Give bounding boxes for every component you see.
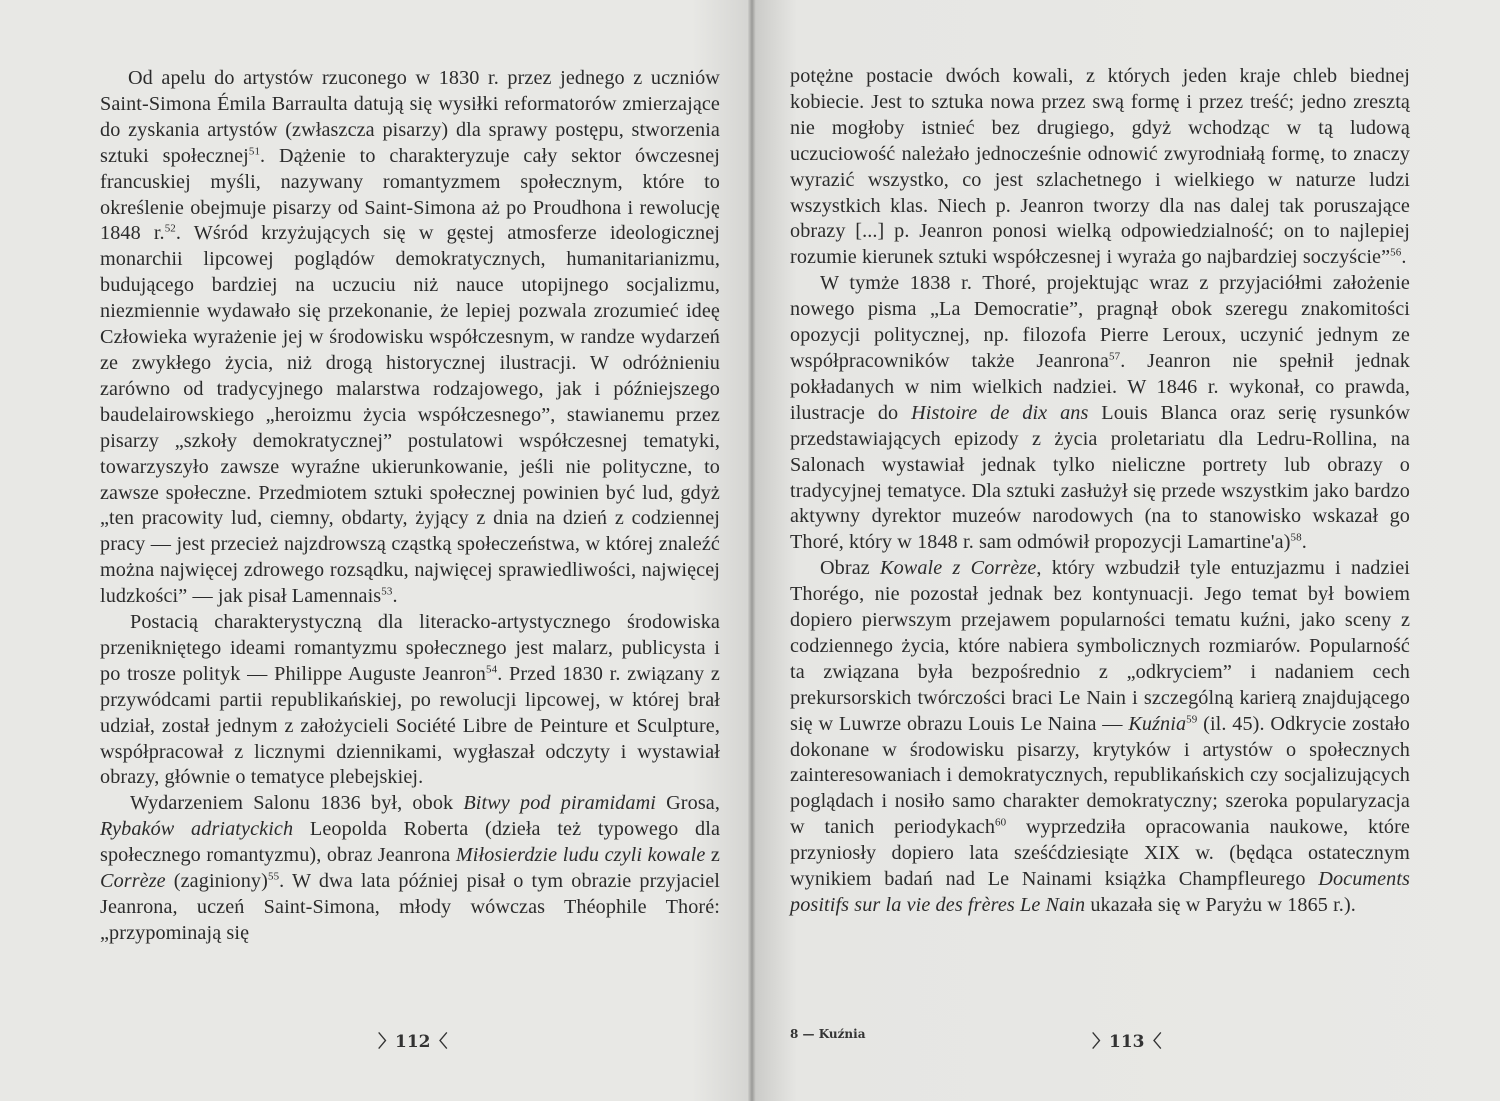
page-number-right: 〉113〈 <box>1092 1032 1162 1052</box>
right-page-text <box>790 64 1410 919</box>
right-paragraph-1: potężne postacie dwóch kowali, z których jeden kraje chleb biednej kobiecie. Jest to sztuka nowa przez swą formę i przez treść; jedno zresztą nie mogłoby istnieć bez drugiego, gdyż wchodząc w tą ludową uczuciowość należało jednocześnie odnowić zwyrodniałą formę, to znaczy wyrazić wszystko, co jest szlachetnego i wielkiego w naturze ludzi wszystkich klas. Niech p. Jeanron tworzy dla nas dalej tak poruszające obrazy [...] p. Jeanron ponosi wielką odpowiedzialność; on to najlepiej rozumie kierunek sztuki współczesnej i wyraża go najbardziej soczyście”$^{56}$. <box>790 65 1410 269</box>
page-number-left: 〉112〈 <box>378 1032 448 1052</box>
right-paragraph-2: W tymże 1838 r. Thoré, projektując wraz z przyjaciółmi założenie nowego pisma „La Democratie”, pragnął obok szeregu znakomitości opozycji politycznej, np. filozofa Pierre Leroux, uczynić jednym ze współpracowników także Jeanrona$^{57}$. Jeanron nie spełnił jednak pokładanych w nim wielkich nadziei. W 1846 r. wykonał, co prawda, ilustracje do Histoire de dix ans Louis Blanca oraz serię rysunków przedstawiających epizody z życia proletariatu dla Ledru-Rollina, na Salonach wystawiał jednak tylko nieliczne portrety lub obrazy o tradycyjnej tematyce. Dla sztuki zasłużył się przede wszystkim jako bardzo aktywny dyrektor muzeów narodowych (na to stanowisko wskazał go Thoré, który w 1848 r. sam odmówił propozycji Lamartine'a)$^{58}$. <box>790 272 1410 554</box>
left-page-text <box>100 66 720 947</box>
left-paragraph-2: Postacią charakterystyczną dla literacko-artystycznego środowiska przenikniętego ideami romantyzmu społecznego jest malarz, publicysta i po trosze polityk — Philippe Auguste Jeanron$^{54}$. Przed 1830 r. związany z przywódcami partii republikańskiej, po rewolucji lipcowej, w której brał udział, został jednym z założycieli Société Libre de Peinture et Sculpture, współpracował z licznymi dziennikami, wygłaszał odczyty i wystawiał obrazy, głównie o tematyce plebejskiej. <box>100 611 720 789</box>
printer-signature: 8 — Kuźnia <box>790 1027 866 1041</box>
left-paragraph-1: Od apelu do artystów rzuconego w 1830 r. przez jednego z uczniów Saint-Simona Émila Barraulta datują się wysiłki reformatorów zmierzające do zyskania artystów (zwłaszcza pisarzy) dla sprawy postępu, stworzenia sztuki społecznej$^{51}$. Dążenie to charakteryzuje cały sektor ówczesnej francuskiej myśli, nazywany romantyzmem społecznym, które to określenie obejmuje pisarzy od Saint-Simona aż po Proudhona i rewolucję 1848 r.$^{52}$. Wśród krzyżujących się w gęstej atmosferze ideologicznej monarchii lipcowej poglądów demokratycznych, humanitarianizmu, budującego bardziej na uczuciu niż nauce utopijnego socjalizmu, niezmiennie wydawało się przekonanie, że lepiej pozwala zrozumieć ideę Człowieka wyrażenie jej w środowisku współczesnym, w randze wydarzeń ze zwykłego życia, niż drogą historycznej ilustracji. W odróżnieniu zarówno od tradycyjnego malarstwa rodzajowego, jak i późniejszego baudelairowskiego „heroizmu życia współczesnego”, stawianemu przez pisarzy „szkoły demokratycznej” postulatowi współczesnej tematyki, towarzyszyło zawsze wyraźne ukierunkowanie, jeśli nie polityczne, to zawsze społeczne. Przedmiotem sztuki społecznej powinien być lud, gdyż „ten pracowity lud, ciemny, obdarty, żyjący z dnia na dzień z codziennej pracy — jest przecież najzdrowszą cząstką społeczeństwa, w której znaleźć można najwięcej zdrowego rozsądku, najwięcej sprawiedliwości, najwięcej ludzkości” — jak pisał Lamennais$^{53}$. <box>100 67 720 608</box>
right-page <box>752 0 1500 1101</box>
book-gutter <box>748 0 756 1101</box>
left-paragraph-3: Wydarzeniem Salonu 1836 był, obok Bitwy pod piramidami Grosa, Rybaków adriatyckich Leopolda Roberta (dzieła też typowego dla społecznego romantyzmu), obraz Jeanrona Miłosierdzie ludu czyli kowale z Corrèze (zaginiony)$^{55}$. W dwa lata później pisał o tym obrazie przyjaciel Jeanrona, uczeń Saint-Simona, młody wówczas Théophile Thoré: „przypominają się <box>100 792 721 944</box>
right-paragraph-3: Obraz Kowale z Corrèze, który wzbudził tyle entuzjazmu i nadziei Thorégo, nie pozostał jednak bez kontynuacji. Jego temat był bowiem dopiero pierwszym przejawem popularności tematu kuźni, jako sceny z codziennego życia, które nabiera symbolicznych rozmiarów. Popularność ta związana była bezpośrednio z „odkryciem” i nadaniem cech prekursorskich twórczości braci Le Nain i szczególną karierą znajdującego się w Luwrze obrazu Louis Le Naina — Kuźnia$^{59}$ (il. 45). Odkrycie zostało dokonane w środowisku pisarzy, krytyków i artystów o społecznych zainteresowaniach i demokratycznych, republikańskich czy socjalizujących poglądach i nosiło samo charakter demokratyczny; szeroka popularyzacja w tanich periodykach$^{60}$ wyprzedziła opracowania naukowe, które przyniosły dopiero lata sześćdziesiąte XIX w. (będąca ostatecznym wynikiem badań nad Le Nainami książka Champfleurego Documents positifs sur la vie des frères Le Nain ukazała się w Paryżu w 1865 r.). <box>790 557 1410 916</box>
